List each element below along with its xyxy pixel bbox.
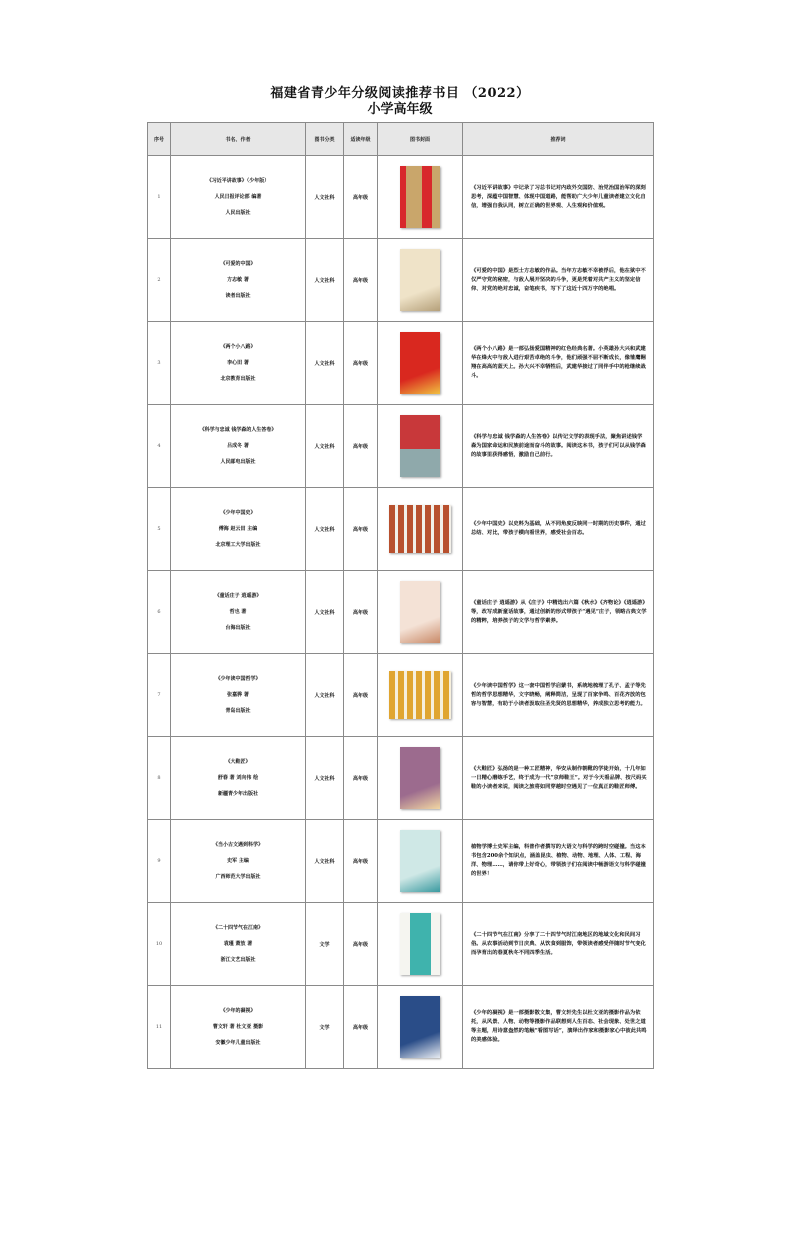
book-recommendation: 《二十四节气在江南》分享了二十四节气时江南地区的地域文化和民间习俗。从农事活动到节日庆典、从饮食到服饰，带领读者感受伴随时节气变化而孕育出的春夏秋冬不同四季生活。 — [463, 903, 654, 986]
book-info-cell — [171, 737, 306, 820]
book-author: 方志敏 著 — [227, 276, 249, 283]
column-header-grade: 适读年级 — [344, 123, 378, 156]
book-info-cell — [171, 405, 306, 488]
book-category: 文学 — [306, 986, 344, 1069]
book-info-cell — [171, 239, 306, 322]
table-row — [148, 156, 654, 239]
book-cover-image — [400, 747, 440, 809]
book-title: 《可爱的中国》 — [220, 260, 256, 267]
row-index: 8 — [148, 737, 171, 820]
book-title: 《两个小八路》 — [220, 343, 256, 350]
document-subtitle: 小学高年级 — [367, 102, 433, 117]
book-grade: 高年级 — [344, 737, 378, 820]
table-row — [148, 322, 654, 405]
book-publisher: 安徽少年儿童出版社 — [215, 1039, 261, 1046]
book-grade: 高年级 — [344, 986, 378, 1069]
row-index: 2 — [148, 239, 171, 322]
book-publisher: 台海出版社 — [225, 624, 251, 631]
book-author: 人民日报评论部 编著 — [214, 193, 262, 200]
book-info-cell — [171, 820, 306, 903]
book-recommendation: 《两个小八路》是一部弘扬爱国精神的红色经典名著。小英雄孙大兴和武建华在烽火中与敌人进行艰苦卓绝的斗争，他们顽强不屈不断成长，像雏鹰翱翔在高高的蓝天上。孙大兴不幸牺牲后，武建华接过了同伴手中的枪继续战斗。 — [463, 322, 654, 405]
book-cover-cell — [378, 903, 463, 986]
row-index: 10 — [148, 903, 171, 986]
book-cover-cell — [378, 986, 463, 1069]
book-cover-image — [400, 249, 440, 311]
book-title: 《科学与忠诚 钱学森的人生答卷》 — [199, 426, 277, 433]
table-row — [148, 903, 654, 986]
book-publisher: 北京教育出版社 — [220, 375, 256, 382]
book-grade: 高年级 — [344, 488, 378, 571]
book-grade: 高年级 — [344, 820, 378, 903]
book-cover-image — [400, 996, 440, 1058]
table-row — [148, 239, 654, 322]
book-title: 《习近平讲故事》（少年版） — [206, 177, 270, 184]
book-info-cell — [171, 488, 306, 571]
book-category: 人文社科 — [306, 239, 344, 322]
row-index: 1 — [148, 156, 171, 239]
book-publisher: 广西师范大学出版社 — [215, 873, 261, 880]
column-header-title-author: 书名、作者 — [171, 123, 306, 156]
book-recommendation: 《少年中国史》以史料为基础，从不同角度反映同一时期的历史事件，通过总结、对比，带孩子横向看世界，感受社会百态。 — [463, 488, 654, 571]
book-grade: 高年级 — [344, 156, 378, 239]
book-grade: 高年级 — [344, 405, 378, 488]
book-author: 史军 主编 — [227, 857, 249, 864]
book-info-cell — [171, 322, 306, 405]
row-index: 3 — [148, 322, 171, 405]
book-author: 袁瑾 萧放 著 — [223, 940, 253, 947]
book-author: 曹文轩 著 杜文亚 摄影 — [212, 1023, 264, 1030]
column-header-recommendation: 推荐词 — [463, 123, 654, 156]
book-cover-image — [389, 505, 451, 553]
book-info-cell — [171, 156, 306, 239]
book-recommendation: 《童话庄子 逍遥游》从《庄子》中精选出六篇《秋水》《齐物论》《逍遥游》等，改写成新童话故事，通过创新的形式带孩子“遇见”庄子，领略古典文学的精粹，培养孩子的文学与哲学素养。 — [463, 571, 654, 654]
book-title: 《大鞋匠》 — [225, 758, 251, 765]
book-publisher: 读者出版社 — [225, 292, 251, 299]
book-category: 人文社科 — [306, 322, 344, 405]
table-row — [148, 571, 654, 654]
book-publisher: 浙江文艺出版社 — [220, 956, 256, 963]
book-cover-image — [400, 332, 440, 394]
table-row — [148, 820, 654, 903]
book-category: 人文社科 — [306, 571, 344, 654]
book-cover-cell — [378, 239, 463, 322]
table-row — [148, 737, 654, 820]
book-title: 《少年读中国哲学》 — [215, 675, 261, 682]
book-recommendation: 植物学博士史军主编，科普作者撰写的大语文与科学的跨时空碰撞。当这本书包含200余个知识点，涵盖昆虫、植物、动物、地理、人体、工程、海洋、物理……，请你带上好奇心，带领孩子们在阅读中畅游语文与科学碰撞的世界！ — [463, 820, 654, 903]
book-title: 《少年中国史》 — [220, 509, 256, 516]
book-publisher: 北京理工大学出版社 — [215, 541, 261, 548]
column-header-cover: 图书封面 — [378, 123, 463, 156]
row-index: 7 — [148, 654, 171, 737]
book-publisher: 人民出版社 — [225, 209, 251, 216]
document-title: 福建省青少年分级阅读推荐书目 （2022） — [270, 86, 530, 101]
book-category: 人文社科 — [306, 820, 344, 903]
book-title: 《童话庄子 逍遥游》 — [214, 592, 262, 599]
book-recommendation: 《可爱的中国》是烈士方志敏的作品。当年方志敏不幸被俘后，他在狱中不仅严守党的秘密，与敌人展开坚决的斗争，更是凭着对共产主义的坚定信仰、对党的绝对忠诚，奋笔疾书，写下了这近十四万字的绝唱。 — [463, 239, 654, 322]
book-info-cell — [171, 654, 306, 737]
row-index: 4 — [148, 405, 171, 488]
table-header-row — [148, 123, 654, 156]
book-info-cell — [171, 571, 306, 654]
book-category: 人文社科 — [306, 654, 344, 737]
book-category: 文学 — [306, 903, 344, 986]
row-index: 6 — [148, 571, 171, 654]
book-author: 舒春 著 刘向伟 绘 — [217, 774, 259, 781]
book-info-cell — [171, 903, 306, 986]
book-cover-cell — [378, 488, 463, 571]
book-cover-image — [400, 415, 440, 477]
column-header-index: 序号 — [148, 123, 171, 156]
book-category: 人文社科 — [306, 156, 344, 239]
table-row — [148, 654, 654, 737]
row-index: 11 — [148, 986, 171, 1069]
book-grade: 高年级 — [344, 654, 378, 737]
book-grade: 高年级 — [344, 903, 378, 986]
table-row — [148, 405, 654, 488]
book-author: 李心田 著 — [227, 359, 249, 366]
book-title: 《当小古文遇到科学》 — [212, 841, 263, 848]
book-cover-cell — [378, 571, 463, 654]
book-category: 人文社科 — [306, 737, 344, 820]
book-publisher: 人民邮电出版社 — [220, 458, 256, 465]
book-author: 哲也 著 — [229, 608, 247, 615]
column-header-category: 图书分类 — [306, 123, 344, 156]
book-title: 《少年的凝视》 — [220, 1007, 256, 1014]
row-index: 5 — [148, 488, 171, 571]
book-cover-cell — [378, 820, 463, 903]
book-category: 人文社科 — [306, 488, 344, 571]
book-grade: 高年级 — [344, 571, 378, 654]
book-category: 人文社科 — [306, 405, 344, 488]
book-info-cell — [171, 986, 306, 1069]
book-recommendation: 《少年的凝视》是一部摄影散文集，曹文轩先生以杜文亚的摄影作品为依托，从风景、人物、动物等摄影作品联想到人生百态、社会现象、处世之道等主题，用诗意盎然的笔触“看图写话”，演绎出作家和摄影家心中彼此共鸣的美感体验。 — [463, 986, 654, 1069]
book-recommendation: 《习近平讲故事》中记录了习总书记对内政外交国防、治党治国治军的深刻思考，深蕴中国智慧、体现中国道路，能帮助广大少年儿童读者建立文化自信，增强自我认同，树立正确的世界观、人生观和价值观。 — [463, 156, 654, 239]
book-author: 傅海 赵云田 主编 — [218, 525, 258, 532]
book-grade: 高年级 — [344, 322, 378, 405]
book-cover-image — [389, 671, 451, 719]
table-row — [148, 986, 654, 1069]
table-row — [148, 488, 654, 571]
book-publisher: 新疆青少年出版社 — [217, 790, 258, 797]
row-index: 9 — [148, 820, 171, 903]
book-cover-image — [400, 166, 440, 228]
book-title: 《二十四节气在江南》 — [212, 924, 263, 931]
book-cover-cell — [378, 322, 463, 405]
book-author: 吕成冬 著 — [227, 442, 249, 449]
book-recommendation: 《少年读中国哲学》这一套中国哲学启蒙书，系统地梳理了孔子、孟子等先哲的哲学思想精华，文字晓畅，阐释简洁，呈现了百家争鸣、百花齐放的包容与智慧，有助于小读者汲取往圣先贤的思想精华，养成独立思考的能力。 — [463, 654, 654, 737]
book-cover-image — [400, 913, 440, 975]
book-grade: 高年级 — [344, 239, 378, 322]
book-cover-cell — [378, 405, 463, 488]
book-cover-image — [400, 830, 440, 892]
book-cover-cell — [378, 737, 463, 820]
book-cover-image — [400, 581, 440, 643]
book-recommendation: 《科学与忠诚 钱学森的人生答卷》以传记文学的表现手法，聚焦讲述钱学森为国家命运和民族前途而奋斗的故事。阅读这本书，孩子们可以从钱学森的故事里获得感悟，激励自己前行。 — [463, 405, 654, 488]
book-recommendation: 《大鞋匠》弘扬的是一种工匠精神，华安从制作朝靴的学徒开始，十几年如一日精心磨练手艺，终于成为一代“京师鞋王”。对于今天看品牌、按尺码买鞋的小读者来说，阅读之旅将如同穿越时空遇见了一位真正的鞋匠师傅。 — [463, 737, 654, 820]
book-cover-cell — [378, 156, 463, 239]
book-cover-cell — [378, 654, 463, 737]
book-author: 张嘉骅 著 — [227, 691, 249, 698]
book-list-table — [147, 122, 654, 1069]
book-publisher: 青岛出版社 — [225, 707, 251, 714]
